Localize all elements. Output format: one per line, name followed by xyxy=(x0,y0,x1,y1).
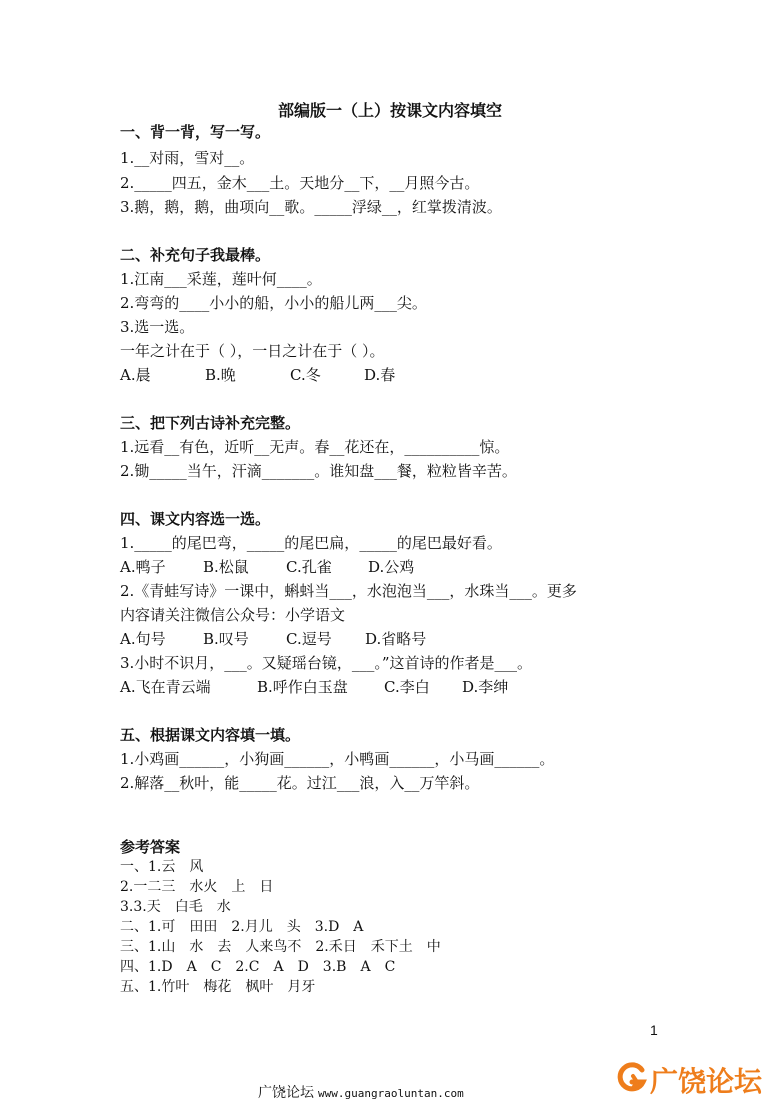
section-2-line-1: 1.江南___采莲，莲叶何____。 xyxy=(120,270,322,288)
answer-line-5: 三、1.山 水 去 人来鸟不 2.禾日 禾下土 中 xyxy=(120,939,441,955)
section-3-heading: 三、把下列古诗补充完整。 xyxy=(120,414,301,432)
section-5-heading: 五、根据课文内容填一填。 xyxy=(120,726,301,744)
option: C.冬 xyxy=(290,366,321,384)
section-1-line-2: 2._____四五，金木___土。天地分__下，__月照今古。 xyxy=(120,174,480,192)
section-3-line-1: 1.远看__有色，近听__无声。春__花还在，__________惊。 xyxy=(120,438,510,456)
section-2-line-2: 2.弯弯的____小小的船，小小的船儿两___尖。 xyxy=(120,294,427,312)
answer-line-2: 2.一二三 水火 上 日 xyxy=(120,879,274,895)
section-3-line-2: 2.锄_____当午，汗滴_______。谁知盘___餐，粒粒皆辛苦。 xyxy=(120,462,517,480)
answers-heading: 参考答案 xyxy=(120,838,181,856)
section-4-line-2: 2.《青蛙写诗》一课中，蝌蚪当___，水泡泡当___，水珠当___。更多 xyxy=(120,582,577,600)
section-2-line-3: 3.选一选。 xyxy=(120,318,195,336)
section-4-line-3: 内容请关注微信公众号：小学语文 xyxy=(120,606,346,624)
answer-line-3: 3.3.天 白毛 水 xyxy=(120,899,231,915)
section-1-line-1: 1.__对雨，雪对__。 xyxy=(120,149,255,167)
answer-line-1: 一、1.云 风 xyxy=(120,859,204,875)
option: A.句号 xyxy=(120,630,166,648)
option: D.春 xyxy=(364,366,396,384)
option: B.晚 xyxy=(205,366,236,384)
page-title: 部编版一（上）按课文内容填空 xyxy=(277,101,502,120)
section-4-line-1: 1._____的尾巴弯，_____的尾巴扁，_____的尾巴最好看。 xyxy=(120,534,502,552)
answer-line-7: 五、1.竹叶 梅花 枫叶 月牙 xyxy=(120,979,316,995)
option: C.孔雀 xyxy=(286,558,332,576)
option: A.鸭子 xyxy=(120,558,166,576)
option: B.呼作白玉盘 xyxy=(257,678,348,696)
footer-site-name: 广饶论坛 xyxy=(258,1085,314,1101)
logo-mark-icon xyxy=(614,1060,648,1094)
section-4-heading: 四、课文内容选一选。 xyxy=(120,510,271,528)
footer-url: www.guangraoluntan.com xyxy=(318,1087,464,1100)
section-2-line-4: 一年之计在于（ ），一日之计在于（ ）。 xyxy=(120,342,385,360)
option: D.公鸡 xyxy=(368,558,415,576)
section-5-line-1: 1.小鸡画______，小狗画______，小鸭画______，小马画______。 xyxy=(120,750,555,768)
option: D.省略号 xyxy=(365,630,427,648)
section-4-options-3 xyxy=(120,677,508,697)
option: B.松鼠 xyxy=(203,558,249,576)
footer xyxy=(258,1082,464,1102)
section-1-heading: 一、背一背，写一写。 xyxy=(120,123,271,141)
logo-text: 广饶论坛 xyxy=(650,1065,763,1098)
option: D.李绅 xyxy=(462,678,509,696)
option: C.逗号 xyxy=(286,630,332,648)
option: B.叹号 xyxy=(203,630,249,648)
section-5-line-2: 2.解落__秋叶，能_____花。过江___浪，入__万竿斜。 xyxy=(120,774,480,792)
page-number: 1 xyxy=(650,1022,658,1038)
option: A.飞在青云端 xyxy=(120,678,211,696)
section-1-line-3: 3.鹅，鹅，鹅，曲项向__歌。_____浮绿__，红掌拨清波。 xyxy=(120,198,502,216)
answer-line-6: 四、1.D A C 2.C A D 3.B A C xyxy=(120,959,396,975)
section-2-options xyxy=(120,365,395,385)
section-4-line-4: 3.小时不识月，___。又疑瑶台镜，___。”这首诗的作者是___。 xyxy=(120,654,532,672)
option: C.李白 xyxy=(384,678,430,696)
section-2-heading: 二、补充句子我最棒。 xyxy=(120,246,271,264)
answer-line-4: 二、1.可 田田 2.月儿 头 3.D A xyxy=(120,919,364,935)
site-logo xyxy=(612,1058,772,1098)
section-4-options-2 xyxy=(120,629,426,649)
option: A.晨 xyxy=(120,366,151,384)
section-4-options-1 xyxy=(120,557,414,577)
